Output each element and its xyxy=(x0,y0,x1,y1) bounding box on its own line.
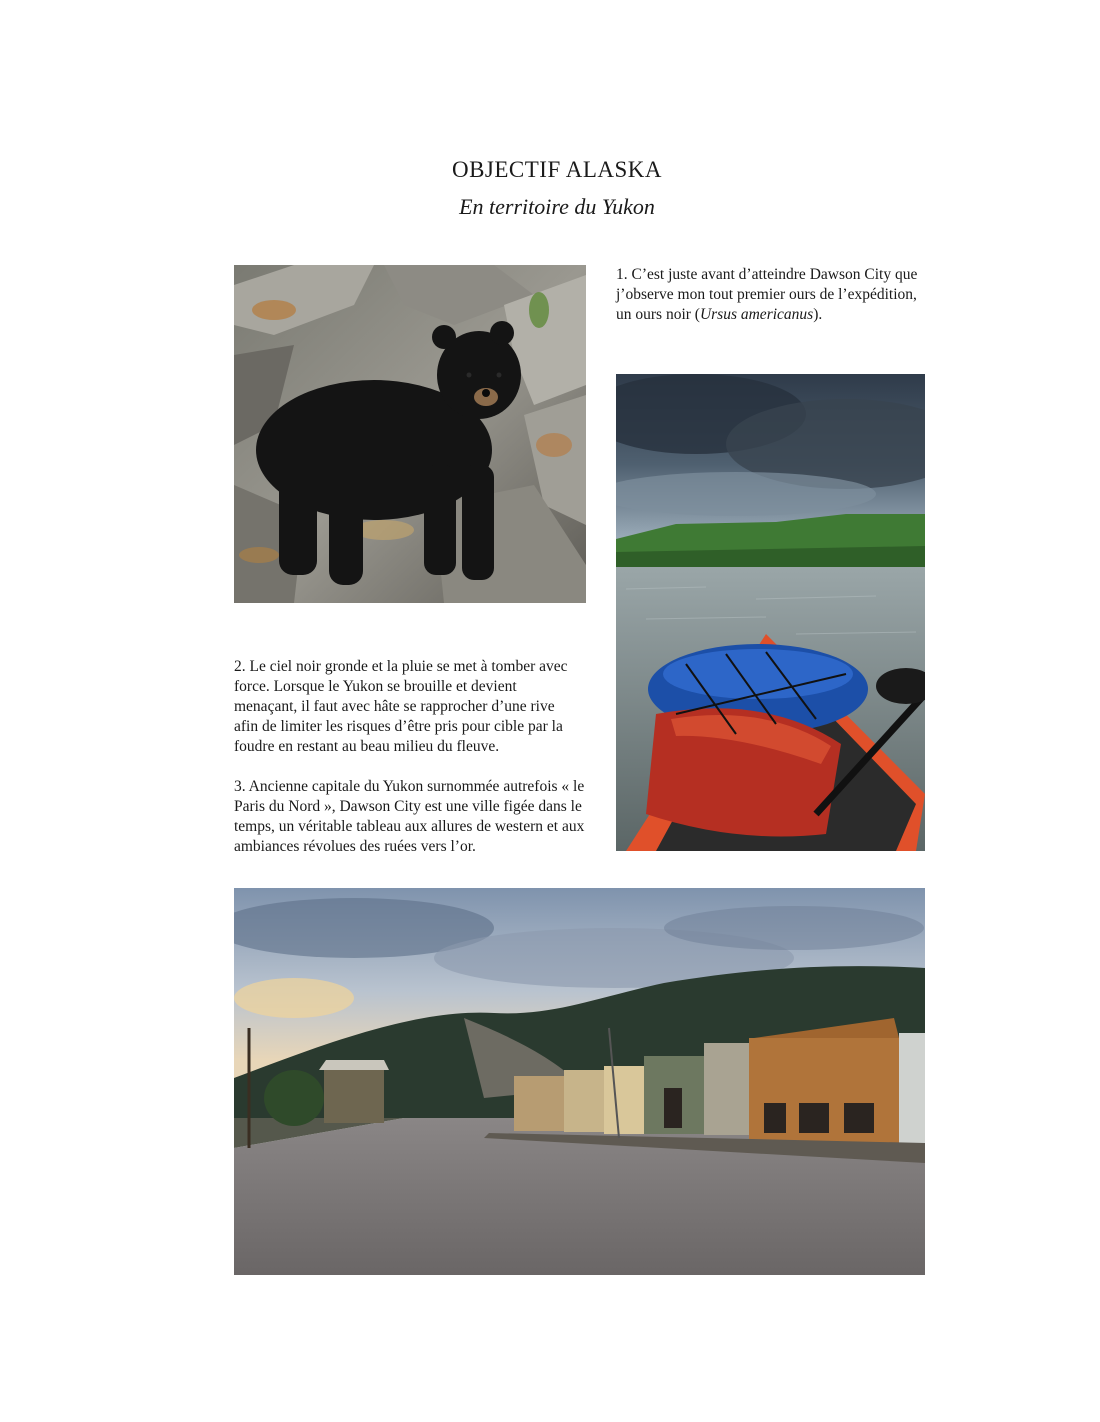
caption-1 xyxy=(616,265,928,325)
caption-3-text: Ancienne capitale du Yukon surnommée autrefois « le Paris du Nord », Dawson City est une ville figée dans le temps, un véritable tableau aux allures de western et aux ambiances révolues des ruées vers l’or. xyxy=(234,778,585,855)
caption-1-text: C’est juste avant d’atteindre Dawson City que j’observe mon tout premier ours de l’expédition, un ours noir ( xyxy=(616,266,918,323)
page-title: OBJECTIF ALASKA xyxy=(451,157,663,182)
page-subtitle: En territoire du Yukon xyxy=(459,194,655,219)
bear-photo xyxy=(234,265,586,603)
caption-3 xyxy=(234,777,594,857)
caption-2-text: Le ciel noir gronde et la pluie se met à tomber avec force. Lorsque le Yukon se brouille et devient menaçant, il faut avec hâte se rapprocher d’une rive afin de limiter les risques d’être pris pour cible par la foudre en restant au beau milieu du fleuve. xyxy=(234,658,568,755)
caption-1-number: 1. xyxy=(616,266,628,283)
caption-1-text-end: ). xyxy=(813,306,823,323)
dawson-city-street-photo xyxy=(234,888,925,1275)
caption-3-number: 3. xyxy=(234,778,246,795)
caption-2-number: 2. xyxy=(234,658,246,675)
caption-1-species: Ursus americanus xyxy=(699,306,814,323)
kayak-photo xyxy=(616,374,925,851)
caption-2 xyxy=(234,657,574,757)
